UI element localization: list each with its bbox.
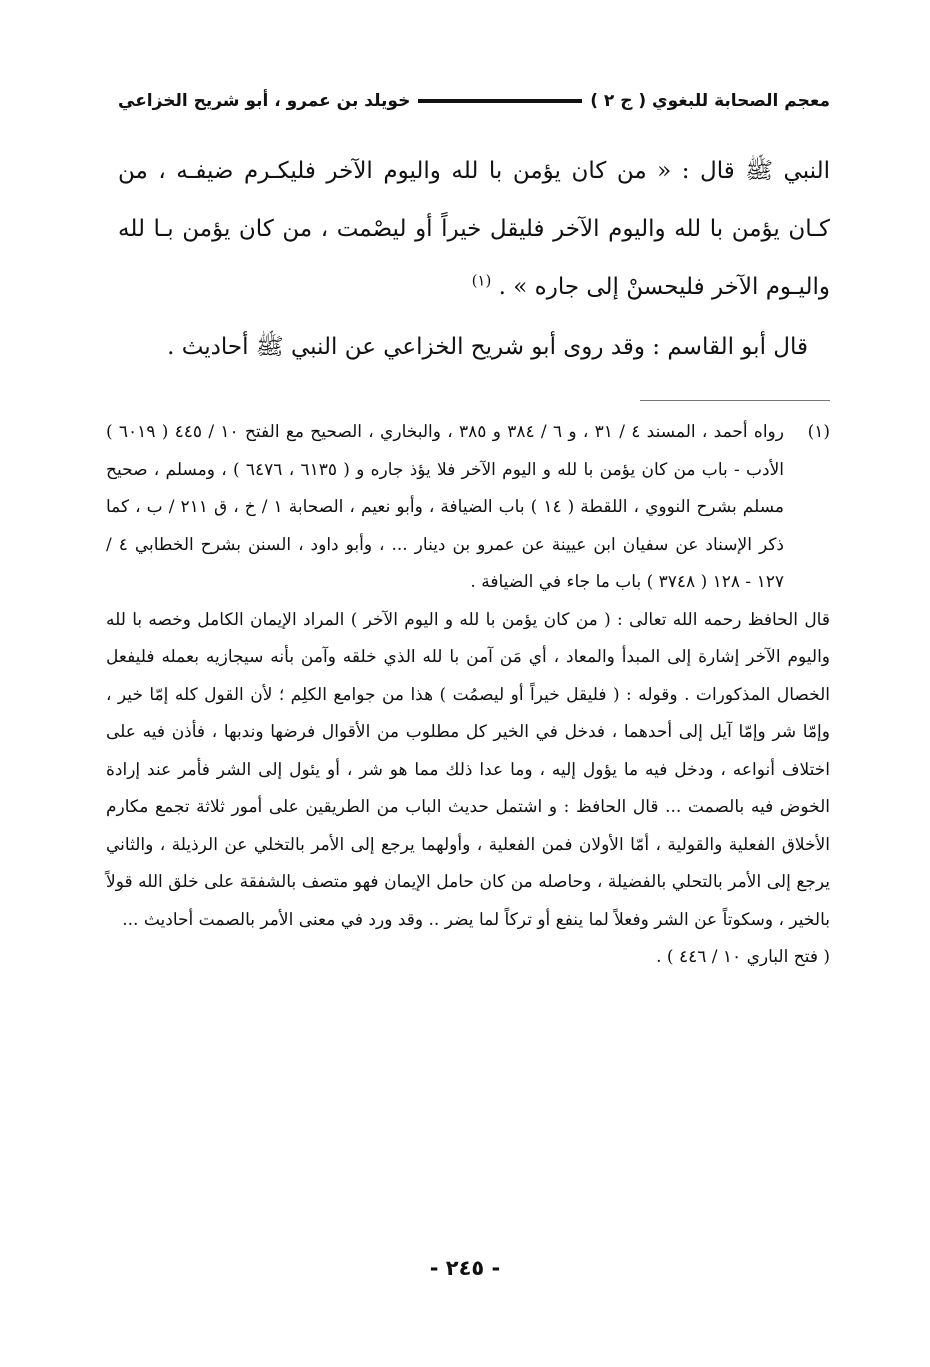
running-header (118, 86, 830, 116)
quote-paragraph: قال أبو القاسم : وقد روى أبو شريح الخزاعي عن النبي ﷺ أحاديث . (167, 334, 808, 360)
hadith-paragraph (118, 142, 830, 316)
page-number: - ٢٤٥ - (429, 1256, 501, 1280)
entry-title: خويلد بن عمرو ، أبو شريح الخزاعي (118, 91, 411, 111)
footnotes (106, 414, 830, 977)
book-title: معجم الصحابة للبغوي ( ج ٢ ) (590, 91, 830, 111)
footnote-divider (640, 400, 830, 401)
footnote-reference: (١) (471, 271, 492, 290)
header-rule (418, 99, 582, 103)
footnote-commentary: قال الحافظ رحمه الله تعالى : ( من كان يؤمن با لله و اليوم الآخر ) المراد الإيمان الكامل وخصه با لله واليوم الآخر إشارة إلى المبدأ والمعاد ، أي مَن آمن با لله الذي خلقه وآمن بأنه سيجازيه بعمله فليفعل الخصال المذكورات . وقوله : ( فليقل خيراً أو ليصمُت ) هذا من جوامع الكلِم ؛ لأن القول كله إمّا خير ، وإمّا شر وإمّا آيل إلى أحدهما ، فدخل في الخير كل مطلوب من الأقوال فرضها وندبها ، فأذن فيه على اختلاف أنواعه ، ودخل فيه ما يؤول إليه ، وما عدا ذلك مما هو شر ، أو يئول إلى الشر فأمر عند إرادة الخوض فيه بالصمت ... قال الحافظ : و اشتمل حديث الباب من الطريقين على أمور ثلاثة تجمع مكارم الأخلاق الفعلية والقولية ، أمّا الأولان فمن الفعلية ، وأولهما يرجع إلى الأمر بالتخلي عن الرذيلة ، والثاني يرجع إلى الأمر بالتحلي بالفضيلة ، وحاصله من كان حامل الإيمان فهو متصف بالشفقة على خلق الله قولاً بالخير ، وسكوتاً عن الشر وفعلاً لما ينفع أو تركاً لما يضر .. وقد ورد في معنى الأمر بالصمت أحاديث ... (106, 609, 830, 930)
footnote-item (106, 414, 830, 602)
main-text (118, 142, 830, 376)
footnote-source: ( فتح الباري ١٠ / ٤٤٦ ) . (656, 947, 830, 967)
footnote-number: (١) (807, 422, 830, 442)
footnote-text: رواه أحمد ، المسند ٤ / ٣١ ، و ٦ / ٣٨٤ و ٣٨٥ ، والبخاري ، الصحيح مع الفتح ١٠ / ٤٤٥ ( ٦٠١٩ ) الأدب - باب من كان يؤمن با لله و اليوم الآخر فلا يؤذ جاره و ( ٦١٣٥ ، ٦٤٧٦ ) ، ومسلم ، صحيح مسلم بشرح النووي ، اللقطة ( ١٤ ) باب الضيافة ، وأبو نعيم ، الصحابة ١ / خ ، ق ٢١١ / ب ، كما ذكر الإسناد عن سفيان ابن عيينة عن عمرو بن دينار ... ، وأبو داود ، السنن بشرح الخطابي ٤ / ١٢٧ - ١٢٨ ( ٣٧٤٨ ) باب ما جاء في الضيافة . (106, 422, 784, 592)
hadith-text: النبي ﷺ قال : « من كان يؤمن با لله واليوم الآخر فليكـرم ضيفـه ، من كـان يؤمن با لله واليوم الآخر فليقل خيراً أو ليصْمت ، من كان يؤمن بـا لله واليـوم الآخر فليحسنْ إلى جاره » . (118, 158, 830, 300)
